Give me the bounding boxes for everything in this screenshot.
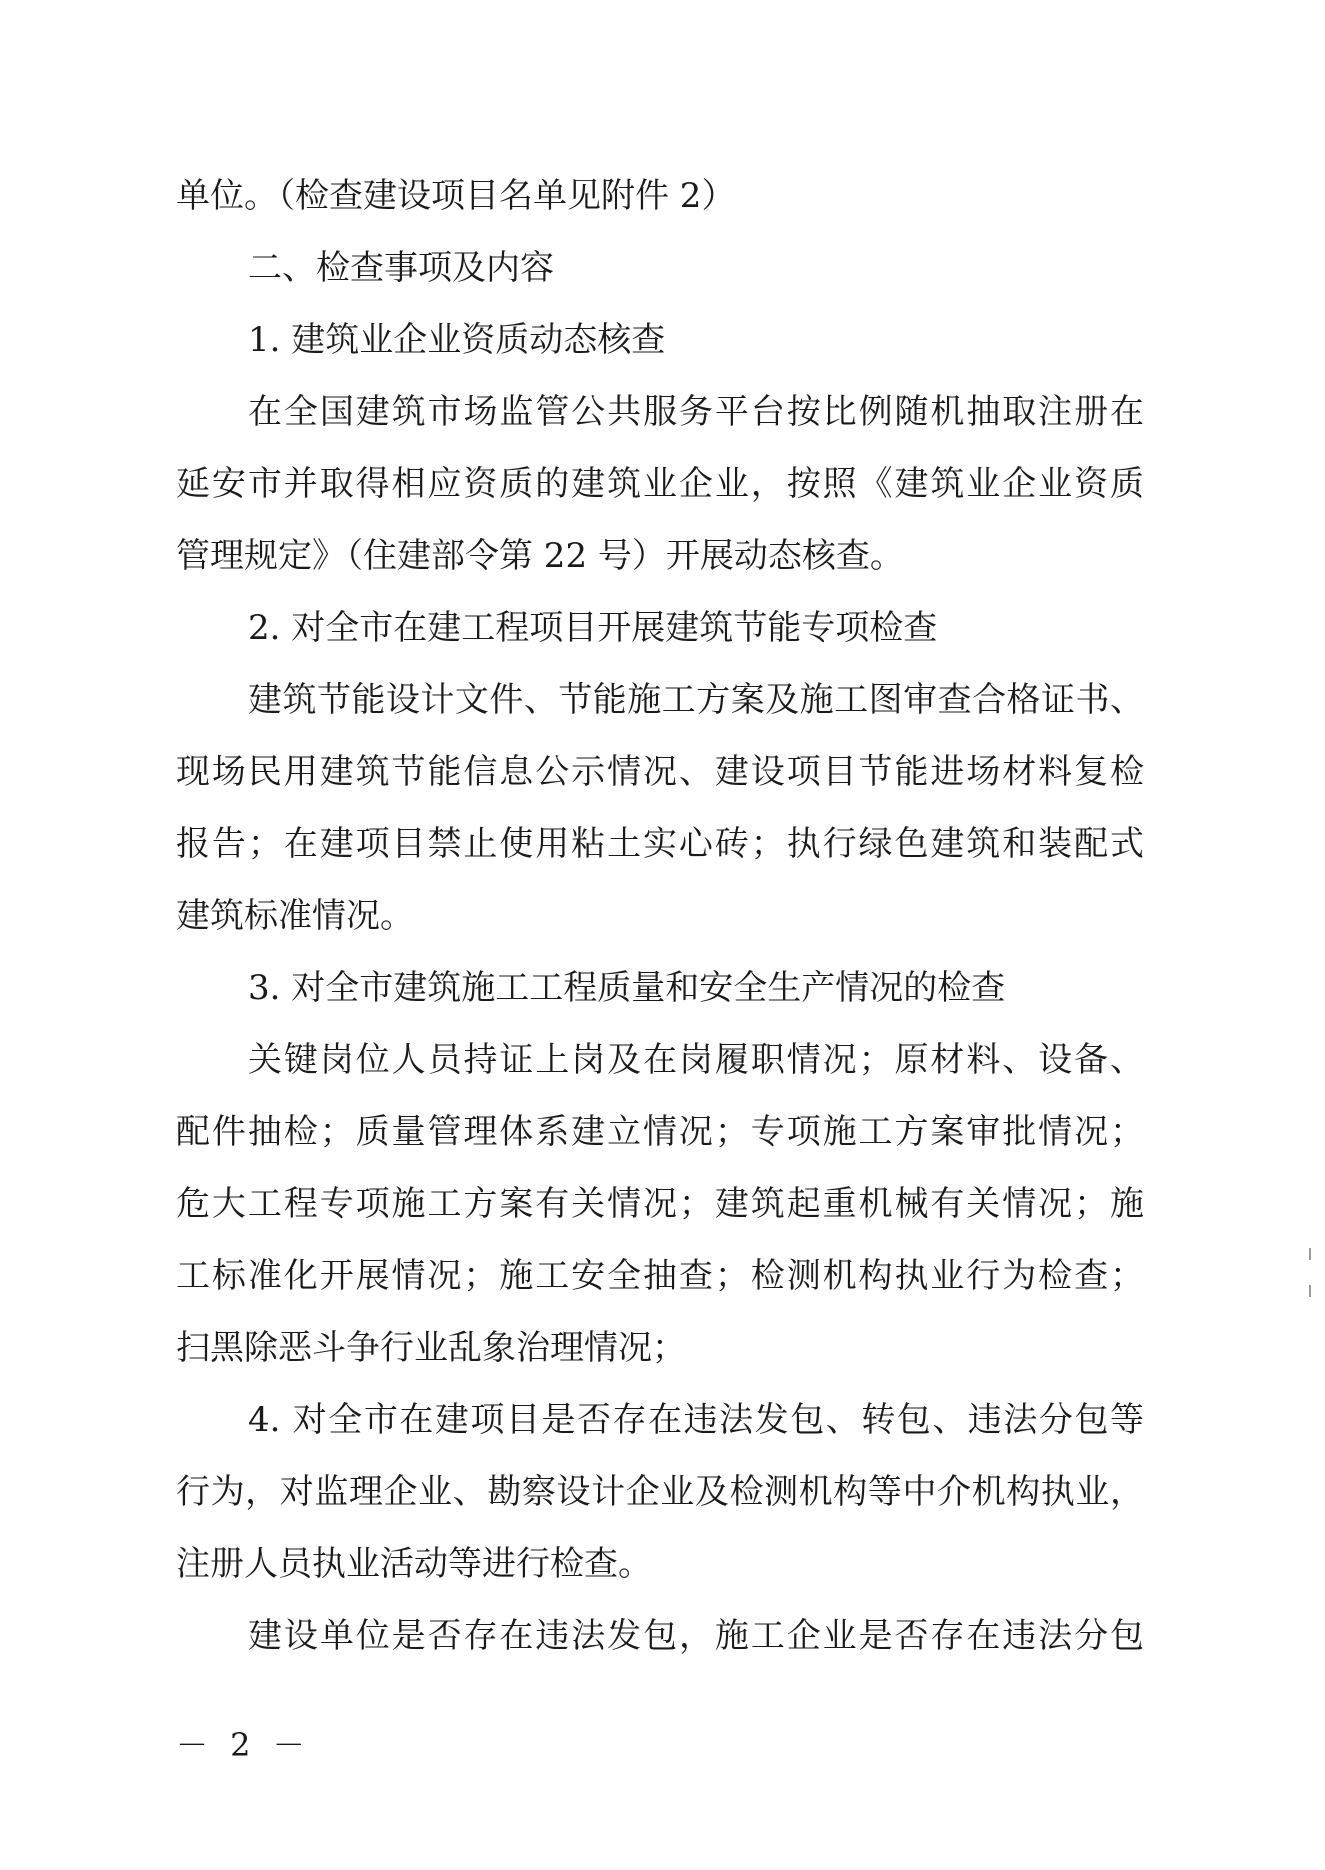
item-heading-4: 4. 对全市在建项目是否存在违法发包、转包、违法分包等 [248,1400,1144,1440]
paragraph-line: 建筑节能设计文件、节能施工方案及施工图审查合格证书、 [248,680,1144,720]
paragraph-line: 现场民用建筑节能信息公示情况、建设项目节能进场材料复检 [176,752,1144,792]
paragraph-line: 建设单位是否存在违法发包，施工企业是否存在违法分包 [248,1616,1144,1656]
scan-fold-mark [1309,1285,1311,1297]
paragraph-line: 配件抽检；质量管理体系建立情况；专项施工方案审批情况； [176,1112,1144,1152]
page-number: － 2 － [176,1726,311,1764]
paragraph-line: 工标准化开展情况；施工安全抽查；检测机构执业行为检查； [176,1256,1144,1296]
paragraph-line: 建筑标准情况。 [176,896,414,936]
paragraph-line: 在全国建筑市场监管公共服务平台按比例随机抽取注册在 [248,392,1144,432]
body-text [176,160,1144,1672]
paragraph-line: 延安市并取得相应资质的建筑业企业，按照《建筑业企业资质 [176,464,1144,504]
paragraph-line: 危大工程专项施工方案有关情况；建筑起重机械有关情况；施 [176,1184,1144,1224]
scan-fold-mark [1309,1248,1311,1260]
paragraph-line: 报告；在建项目禁止使用粘土实心砖；执行绿色建筑和装配式 [176,824,1144,864]
section-heading-inspection-items: 二、检查事项及内容 [248,248,554,288]
paragraph-line: 扫黑除恶斗争行业乱象治理情况； [176,1328,686,1368]
item-heading-3: 3. 对全市建筑施工工程质量和安全生产情况的检查 [248,968,1006,1008]
paragraph-line: 管理规定》（住建部令第 22 号）开展动态核查。 [176,536,904,576]
paragraph-line: 注册人员执业活动等进行检查。 [176,1544,652,1584]
paragraph-line: 行为，对监理企业、勘察设计企业及检测机构等中介机构执业， [176,1472,1144,1512]
item-heading-1: 1. 建筑业企业资质动态核查 [248,320,666,360]
paragraph-line: 关键岗位人员持证上岗及在岗履职情况；原材料、设备、 [248,1040,1144,1080]
item-heading-2: 2. 对全市在建工程项目开展建筑节能专项检查 [248,608,938,648]
paragraph-line-continuation: 单位。（检查建设项目名单见附件 2） [176,176,736,216]
